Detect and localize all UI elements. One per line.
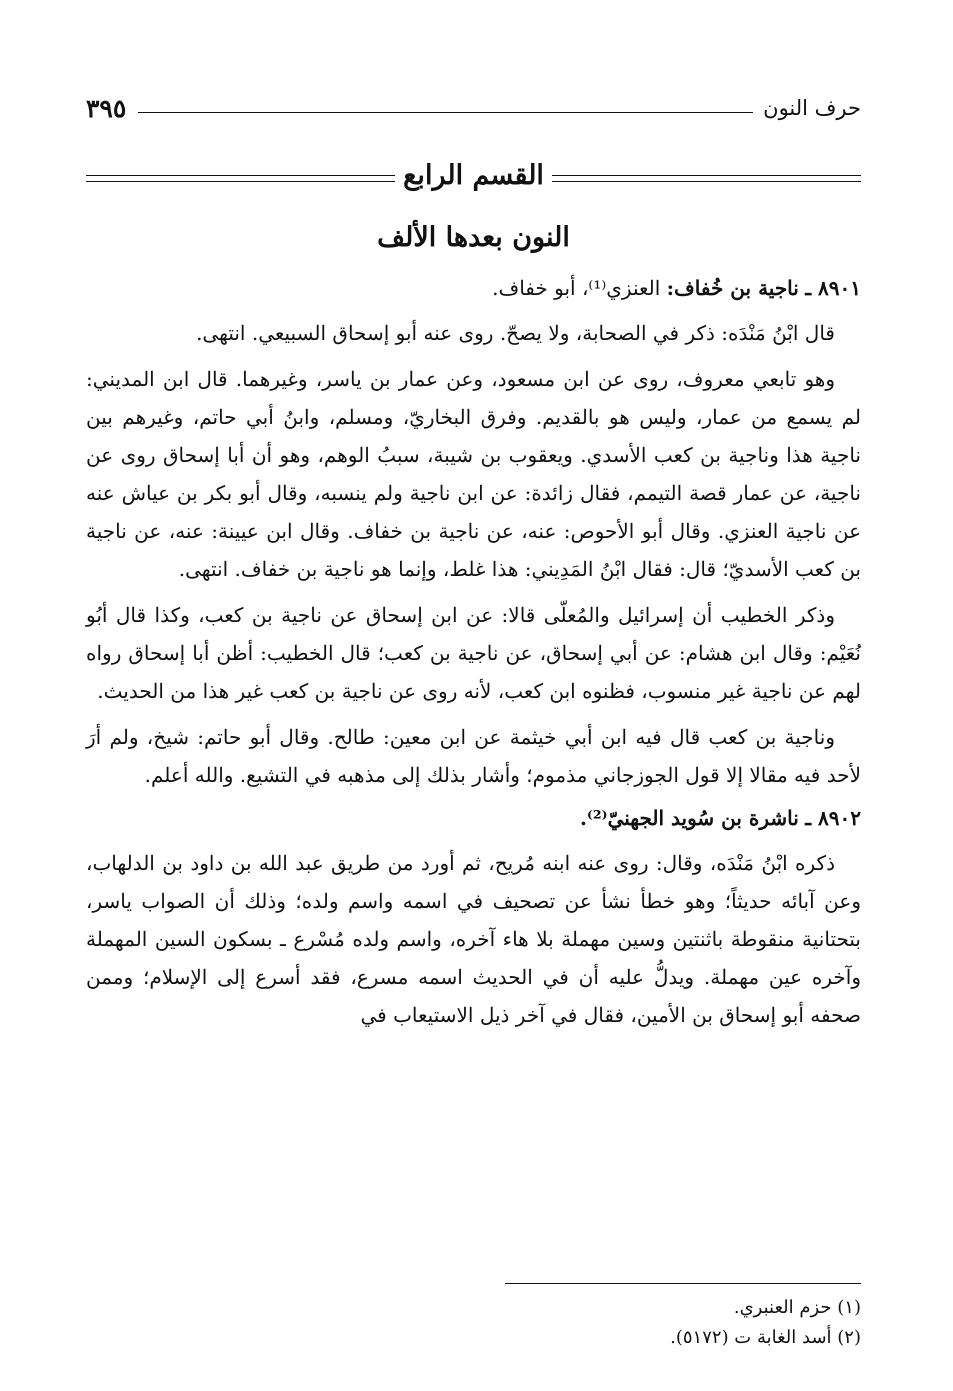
paragraph: وناجية بن كعب قال فيه ابن أبي خيثمة عن ابن معين: طالح. وقال أبو حاتم: شيخ، ولم أرَ لأحد فيه مقالا إلا قول الجوزجاني مذموم؛ وأشار بذلك إلى مذهبه في التشيع. والله أعلم. xyxy=(86,725,861,787)
banner-rule-left xyxy=(86,175,395,182)
page-number: ٣٩٥ xyxy=(86,93,127,123)
entry-heading xyxy=(86,268,861,308)
banner-rule-right xyxy=(552,175,861,182)
entry-number: ٨٩٠١ ـ xyxy=(805,276,861,300)
footnote: (٢) أسد الغابة ت (٥١٧٢). xyxy=(670,1327,861,1348)
entry-number: ٨٩٠٢ ـ xyxy=(805,806,861,830)
paragraph: قال ابْنُ مَنْدَه: ذكر في الصحابة، ولا يصحّ. روى عنه أبو إسحاق السبيعي. انتهى. xyxy=(196,321,835,345)
section-title: القسم الرابع xyxy=(403,159,544,191)
entry-heading xyxy=(86,798,861,838)
header-rule xyxy=(138,112,753,113)
entry-heading-rest: العنزي⁽¹⁾، أبو خفاف. xyxy=(492,276,661,300)
paragraph: ذكره ابْنُ مَنْدَه، وقال: روى عنه ابنه مُريح، ثم أورد من طريق عبد الله بن داود بن الدلهاب، وعن آبائه حديثاً؛ وهو خطأ نشأ عن تصحيف في اسمه واسم ولده؛ وذلك أن الصواب ياسر، بتحتانية منقوطة باثنتين وسين مهملة بلا هاء آخره، واسم ولده مُسْرع ـ بسكون السين المهملة وآخره عين مهملة. ويدلُّ عليه أن في الحديث اسمه مسرع، فقد أسرع إلى الإسلام؛ وممن صحفه أبو إسحاق بن الأمين، فقال في آخر ذيل الاستيعاب في xyxy=(86,851,861,1027)
footnote-rule xyxy=(505,1283,861,1284)
running-title: حرف النون xyxy=(763,96,861,120)
entry-name: ناشرة بن سُويد الجهنيّ⁽²⁾. xyxy=(579,806,799,830)
paragraph: وذكر الخطيب أن إسرائيل والمُعلّى قالا: عن ابن إسحاق عن ناجية بن كعب، وكذا قال أبُو نُعَيْم: وقال ابن هشام: عن أبي إسحاق، عن ناجية بن كعب؛ قال الخطيب: أظن أبا إسحاق رواه لهم عن ناجية غير منسوب، فظنوه ابن كعب، لأنه روى عن ناجية بن كعب غير هذا من الحديث. xyxy=(86,603,861,703)
section-banner xyxy=(86,150,861,200)
footnote: (١) حزم العنبري. xyxy=(733,1297,861,1318)
entry-name: ناجية بن خُفاف: xyxy=(666,276,799,300)
running-header xyxy=(86,88,861,128)
chapter-title: النون بعدها الألف xyxy=(377,222,570,253)
footnotes xyxy=(86,1293,861,1353)
paragraph: وهو تابعي معروف، روى عن ابن مسعود، وعن عمار بن ياسر، وغيرهما. قال ابن المديني: لم يسمع من عمار، وليس هو بالقديم. وفرق البخاريّ، ومسلم، وابنُ أبي حاتم، وغيرهم بين ناجية هذا وناجية بن كعب الأسدي. ويعقوب بن شيبة، سببُ الوهم، وهو أن أبا إسحاق روى عن ناجية، عن عمار قصة التيمم، فقال زائدة: عن ابن ناجية ولم ينسبه، وقال أبو بكر بن عياش عنه عن ناجية العنزي. وقال أبو الأحوص: عنه، عن ناجية بن خفاف. وقال ابن عيينة: عنه، عن ناجية بن كعب الأسديّ؛ قال: فقال ابْنُ المَدِيني: هذا غلط، وإنما هو ناجية بن خفاف. انتهى. xyxy=(86,367,861,581)
body-text xyxy=(86,268,861,1042)
